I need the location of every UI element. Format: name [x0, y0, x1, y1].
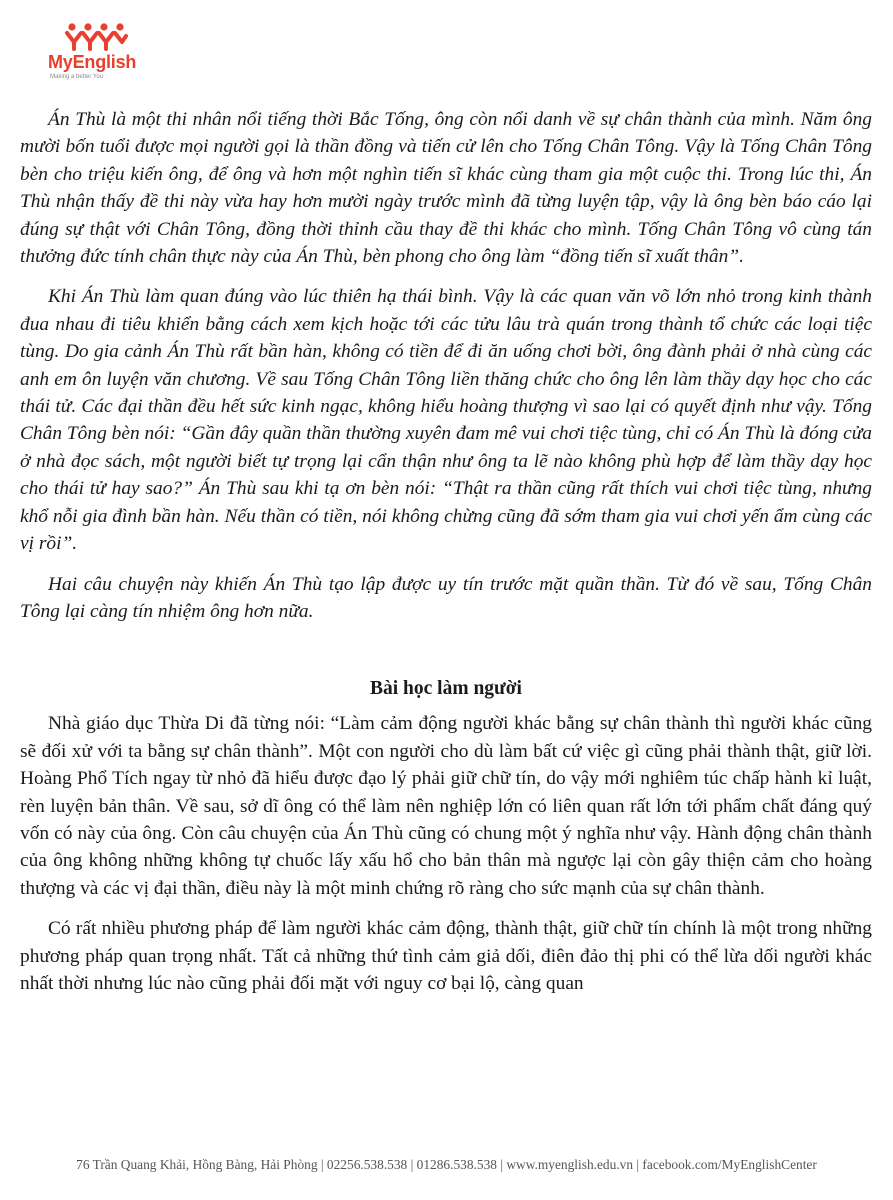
people-logo-icon: [64, 22, 128, 52]
logo-name: MyEnglish: [48, 52, 137, 72]
story-paragraph-3: Hai câu chuyện này khiến Án Thù tạo lập được uy tín trước mặt quần thần. Từ đó về sau, Tống Chân Tông lại càng tín nhiệm ông hơn nữa.: [20, 573, 872, 622]
story-paragraph-1: Án Thù là một thi nhân nổi tiếng thời Bắc Tống, ông còn nổi danh về sự chân thành của mình. Năm ông mười bốn tuổi được mọi người gọi là thần đồng và tiến cử lên cho Tống Chân Tông. Vậy là Tống Chân Tông bèn cho triệu kiến ông, để ông và hơn một nghìn tiến sĩ khác cùng tham gia một cuộc thi. Trong lúc thi, Án Thù nhận thấy đề thi này vừa hay hơn mười ngày trước mình đã từng luyện tập, vậy là ông bèn báo cáo lại đúng sự thật với Chân Tông, đồng thời thỉnh cầu thay đề thi khác cho mình. Tống Chân Tông vô cùng tán thưởng đức tính chân thực này của Án Thù, bèn phong cho ông làm “đồng tiến sĩ xuất thân”.: [20, 109, 872, 268]
lesson-heading: Bài học làm người: [370, 678, 522, 700]
lesson-paragraph-2: Có rất nhiều phương pháp để làm người khác cảm động, thành thật, giữ chữ tín chính là một trong những phương pháp quan trọng nhất. Tất cả những thứ tình cảm giả dối, điên đảo thị phi có thể lừa dối người khác nhất thời nhưng lúc nào cũng phải đối mặt với nguy cơ bại lộ, càng quan: [20, 918, 872, 994]
document-body: [20, 106, 872, 997]
lesson-paragraph-1: Nhà giáo dục Thừa Di đã từng nói: “Làm cảm động người khác bằng sự chân thành thì người khác cũng sẽ đối xử với ta bằng sự chân thành”. Một con người cho dù làm bất cứ việc gì cũng phải thành thật, giữ lời. Hoàng Phổ Tích ngay từ nhỏ đã hiểu được đạo lý phải giữ chữ tín, do vậy mới nghiêm túc chấp hành kỉ luật, rèn luyện bản thân. Về sau, sở dĩ ông có thể làm nên nghiệp lớn có liên quan rất lớn tới phẩm chất đáng quý vốn có này của ông. Còn câu chuyện của Án Thù cũng có chung một ý nghĩa như vậy. Hành động chân thành của ông không những không tự chuốc lấy xấu hổ cho bản thân mà ngược lại còn gây thiện cảm cho hoàng thượng và các vị đại thần, điều này là một minh chứng rõ ràng cho sức mạnh của sự chân thành.: [20, 713, 872, 899]
logo-tagline: Making a better You: [50, 74, 104, 80]
story-paragraph-2: Khi Án Thù làm quan đúng vào lúc thiên hạ thái bình. Vậy là các quan văn võ lớn nhỏ trong kinh thành đua nhau đi tiêu khiển bằng cách xem kịch hoặc tới các tửu lâu trà quán trong thành tổ chức các loại tiệc tùng. Do gia cảnh Án Thù rất bần hàn, không có tiền để đi ăn uống chơi bời, ông đành phải ở nhà cùng các anh em ôn luyện văn chương. Về sau Tống Chân Tông liền thăng chức cho ông lên làm thầy dạy học cho các thái tử. Các đại thần đều hết sức kinh ngạc, không hiểu hoàng thượng vì sao lại có quyết định như vậy. Tống Chân Tông bèn nói: “Gần đây quần thần thường xuyên đam mê vui chơi tiệc tùng, chỉ có Án Thù là đóng cửa ở nhà đọc sách, một người biết tự trọng lại cẩn thận như ông ta lẽ nào không phù hợp để làm thầy dạy học cho thái tử hay sao?” Án Thù sau khi tạ ơn bèn nói: “Thật ra thần cũng rất thích vui chơi tiệc tùng, nhưng khổ nỗi gia đình bần hàn. Nếu thần có tiền, nói không chừng cũng đã sớm tham gia vui chơi yến ẩm cùng các vị rồi”.: [20, 286, 872, 555]
footer-contact: 76 Trần Quang Khải, Hồng Bàng, Hải Phòng | 02256.538.538 | 01286.538.538 | www.myenglish.edu.vn | facebook.com/MyEnglishCenter: [76, 1157, 817, 1172]
logo: [44, 22, 154, 86]
